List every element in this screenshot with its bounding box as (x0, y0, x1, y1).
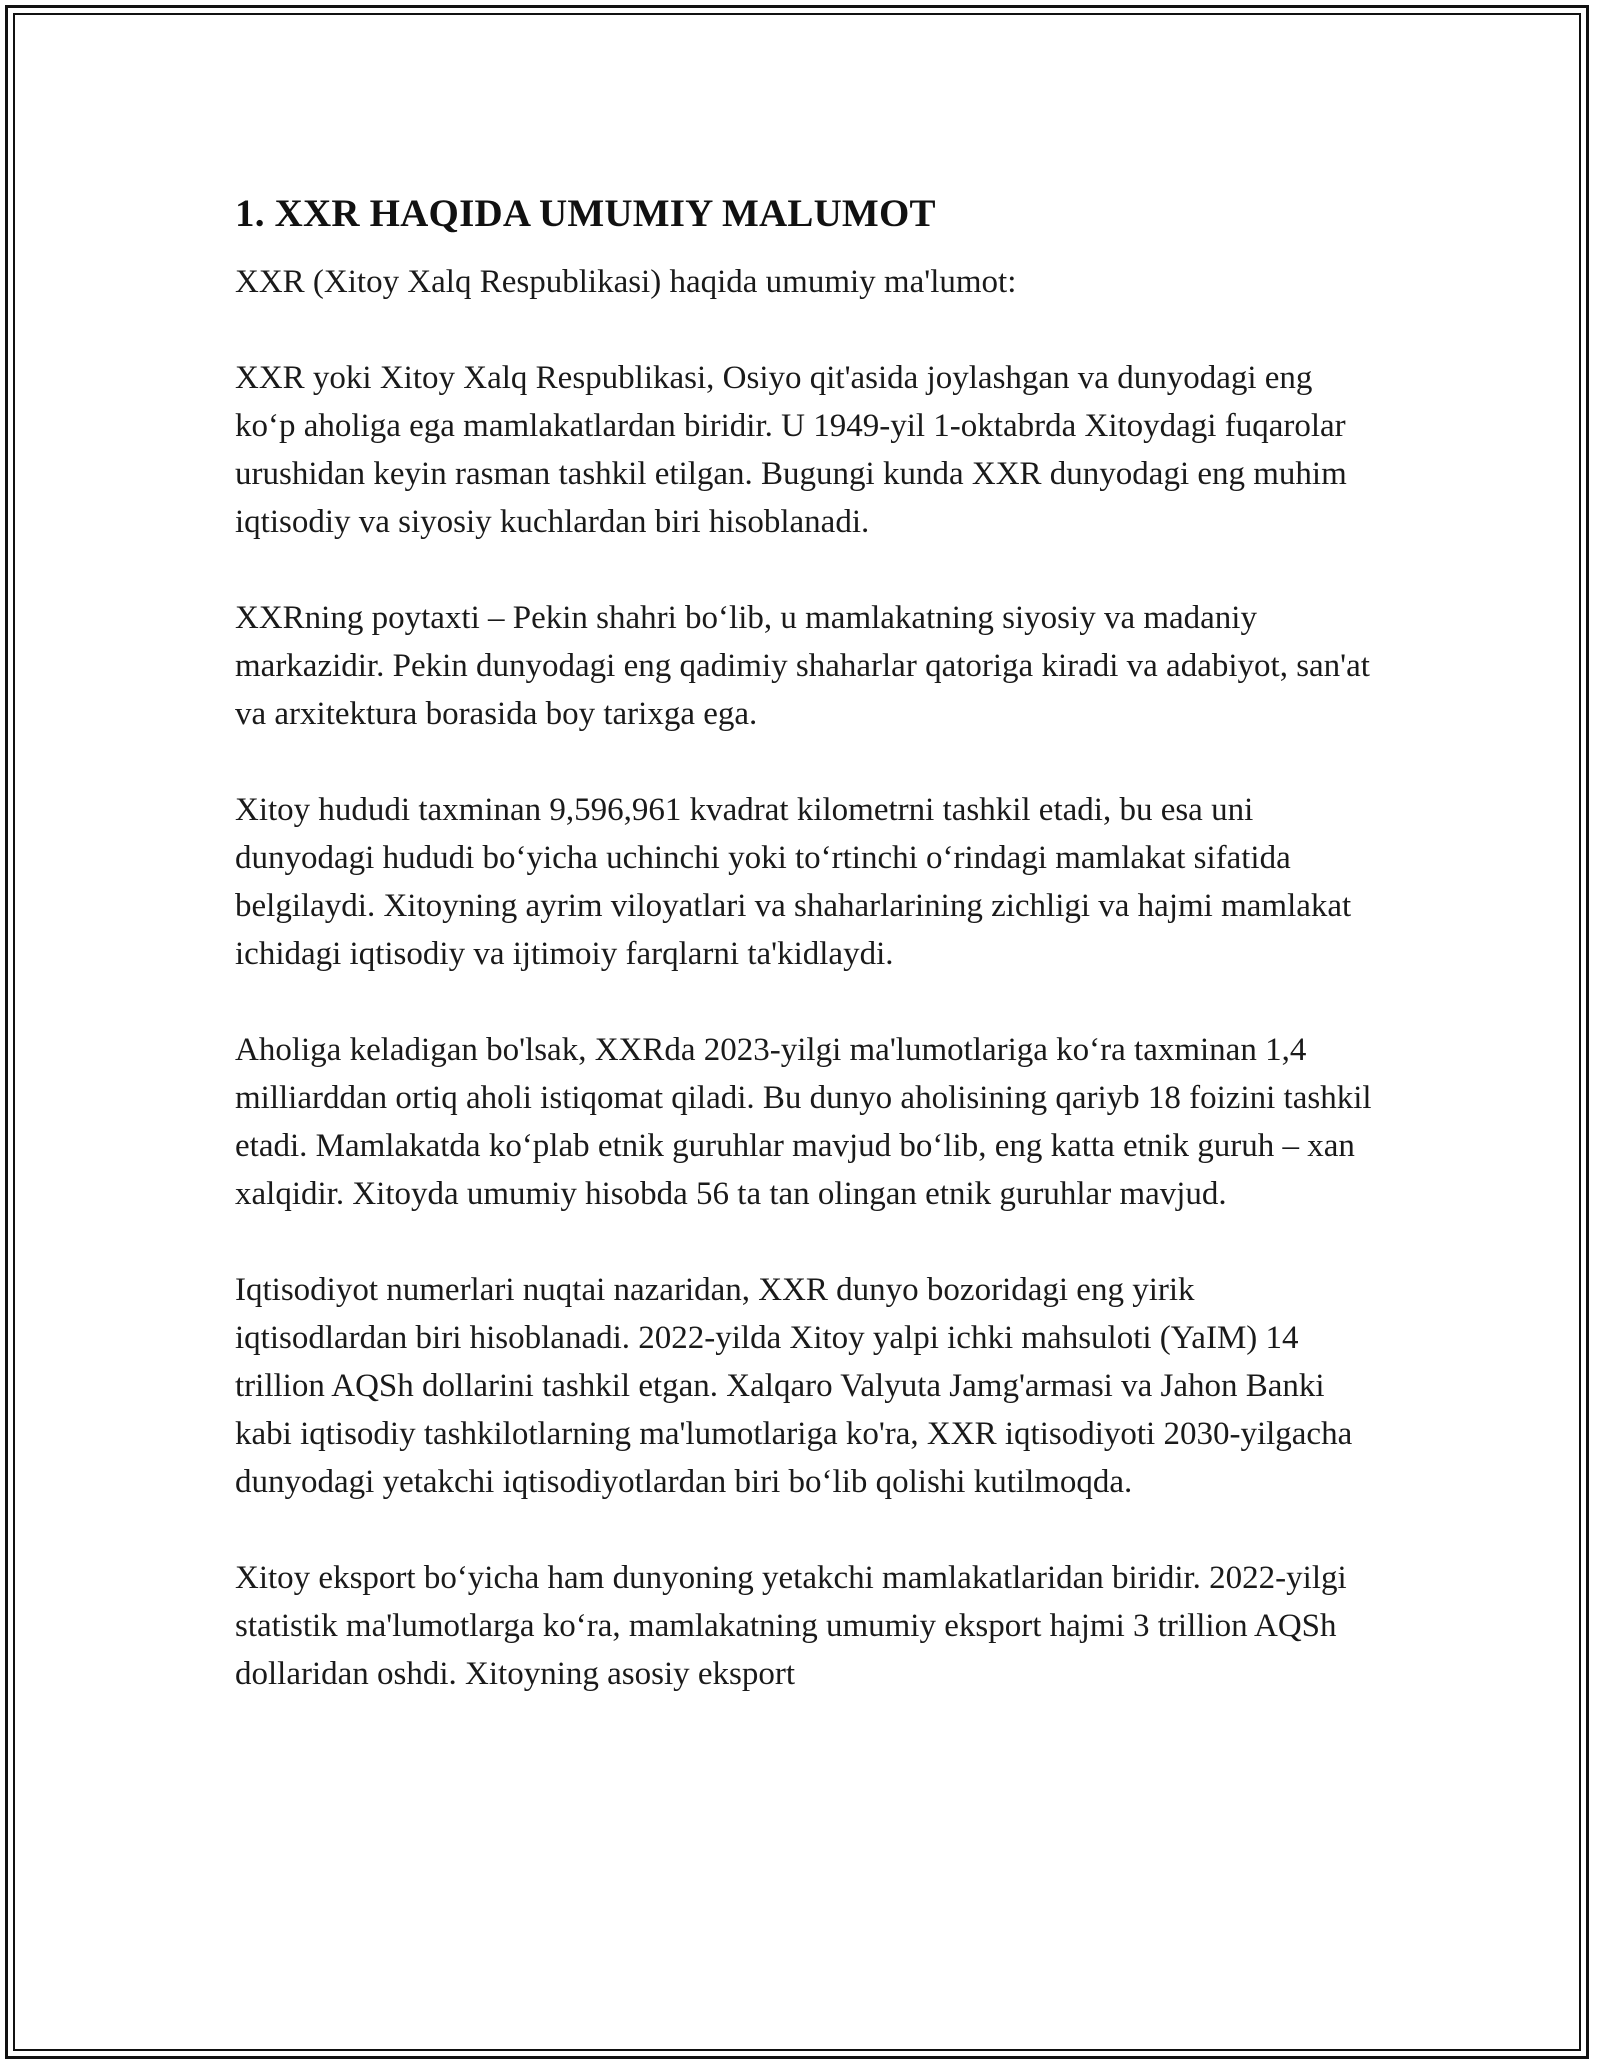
intro-line: XXR (Xitoy Xalq Respublikasi) haqida umumiy ma'lumot: (235, 264, 1017, 300)
paragraph-overview: XXR yoki Xitoy Xalq Respublikasi, Osiyo qit'asida joylashgan va dunyodagi eng ko‘p aholiga ega mamlakatlardan biridir. U 1949-yil 1-oktabrda Xitoydagi fuqarolar urushidan keyin rasman tashkil etilgan. Bugungi kunda XXR dunyodagi eng muhim iqtisodiy va siyosiy kuchlardan biri hisoblanadi. (235, 360, 1347, 540)
paragraph-economy: Iqtisodiyot numerlari nuqtai nazaridan, XXR dunyo bozoridagi eng yirik iqtisodlardan biri hisoblanadi. 2022-yilda Xitoy yalpi ichki mahsuloti (YaIM) 14 trillion AQSh dollarini tashkil etgan. Xalqaro Valyuta Jamg'armasi va Jahon Banki kabi iqtisodiy tashkilotlarning ma'lumotlariga ko'ra, XXR iqtisodiyoti 2030-yilgacha dunyodagi yetakchi iqtisodiyotlardan biri bo‘lib qolishi kutilmoqda. (235, 1272, 1353, 1500)
paragraph-territory: Xitoy hududi taxminan 9,596,961 kvadrat kilometrni tashkil etadi, bu esa uni dunyodagi hududi bo‘yicha uchinchi yoki to‘rtinchi o‘rindagi mamlakat sifatida belgilaydi. Xitoyning ayrim viloyatlari va shaharlarining zichligi va hajmi mamlakat ichidagi iqtisodiy va ijtimoiy farqlarni ta'kidlaydi. (235, 792, 1352, 972)
document-body (235, 188, 1375, 1698)
paragraph-export: Xitoy eksport bo‘yicha ham dunyoning yetakchi mamlakatlaridan biridir. 2022-yilgi statistik ma'lumotlarga ko‘ra, mamlakatning umumiy eksport hajmi 3 trillion AQSh dollaridan oshdi. Xitoyning asosiy eksport (235, 1560, 1347, 1692)
paragraph-capital: XXRning poytaxti – Pekin shahri bo‘lib, u mamlakatning siyosiy va madaniy markazidir. Pekin dunyodagi eng qadimiy shaharlar qatoriga kiradi va adabiyot, san'at va arxitektura borasida boy tarixga ega. (235, 600, 1370, 732)
section-heading: 1. XXR HAQIDA UMUMIY MALUMOT (235, 192, 936, 235)
paragraph-population: Aholiga keladigan bo'lsak, XXRda 2023-yilgi ma'lumotlariga ko‘ra taxminan 1,4 milliarddan ortiq aholi istiqomat qiladi. Bu dunyo aholisining qariyb 18 foizini tashkil etadi. Mamlakatda ko‘plab etnik guruhlar mavjud bo‘lib, eng katta etnik guruh – xan xalqidir. Xitoyda umumiy hisobda 56 ta tan olingan etnik guruhlar mavjud. (235, 1032, 1372, 1212)
